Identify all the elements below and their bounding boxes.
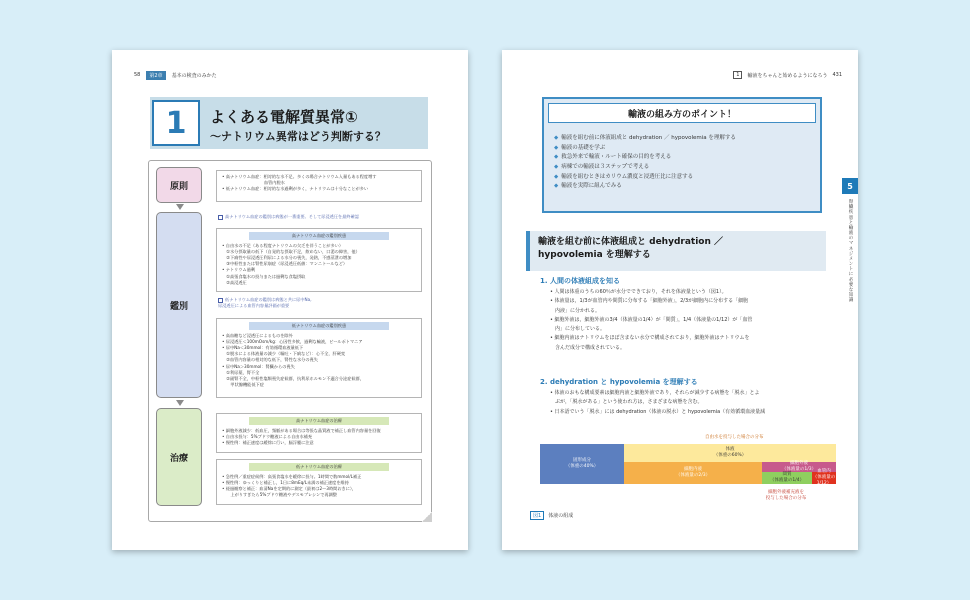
segment-intravascular-label: 血管内 （体液量の1/12） — [812, 469, 836, 486]
list-item-text: 病棟での輸液は３ステップで考える — [561, 163, 650, 170]
bullet-icon: ◆ — [554, 144, 559, 151]
figure-top-caption: 自由水を投与した場合の分布 — [705, 435, 764, 440]
box-line: • 慢性例：ゆっくりと補正し，1日に8mEq/L未満の補正速度を維持 — [222, 480, 349, 486]
bullet-icon: ◆ — [554, 163, 559, 170]
body-line: 含んだ成分で構成されている。 — [550, 344, 626, 351]
principle-line: 血管内脱水 — [222, 180, 285, 186]
list-item-text: 輸液の基礎を学ぶ — [561, 144, 606, 151]
box-line: 甲状腺機能低下症 — [222, 381, 264, 387]
box-line: • 細胞外液減少：低血圧，頻脈がある場合は等張な晶質液で補正し血管内容量を回復 — [222, 428, 381, 434]
list-item — [554, 134, 736, 144]
box-line: ①脱水による体液量の減少（嘔吐・下痢など）：心不全，肝硬変 — [222, 351, 346, 357]
box-line: ②下痢性や尿浸透圧利尿による水分の喪失，発熱，不感蒸泄の増加 — [222, 255, 352, 261]
box-line: • 経過観察と補正：血清Naを定期的に測定（最初は2〜3時間おきに）， — [222, 486, 357, 492]
page-subtitle: 〜ナトリウム異常はどう判断する？ — [210, 130, 386, 143]
segment-extracellular-label: 細胞外液 （体液量の1/3） — [781, 461, 817, 472]
hyper-note — [218, 214, 359, 220]
stage-differential: 鑑別 — [156, 212, 202, 398]
hyper-treatment-box — [216, 413, 422, 453]
figure-bottom-note-text: 細胞外液補充液を 投与した場合の分布 — [765, 490, 807, 501]
list-item-text: 輸液を実際に組んでみる — [561, 183, 622, 190]
right-page-number: 431 — [832, 72, 842, 78]
stage-treatment: 治療 — [156, 408, 202, 506]
segment-solid — [540, 444, 624, 484]
list-item — [554, 144, 736, 154]
section-box-number: 1 — [733, 71, 742, 79]
box-line: • 高血糖など浸透圧によるものを除外 — [222, 333, 293, 339]
body-line: • 細胞外液は，細胞外液の3/4（体液量の1/4）が「間質」，1/4（体液量の1/12）が「血管 — [550, 316, 753, 323]
section-heading-line: hypovolemia を理解する — [538, 249, 651, 260]
box-line: • 尿中Na＞30mmol：腎臓からの喪失 — [222, 363, 295, 369]
section-number: 1 — [152, 100, 200, 146]
body-line: • 体液量は，1/3が血管内や間質に分布する「細胞外液」，2/3が細胞内に分布する「細胞 — [550, 298, 749, 305]
figure-title: 体液の組成 — [548, 513, 574, 519]
box-line: • 急性例／重症症候例：高張食塩水を緩徐に投与。1時間で数mmol/L補正 — [222, 474, 362, 480]
hypo-treatment-box — [216, 459, 422, 505]
principle-box — [216, 170, 422, 202]
chapter-side-text: 腎 臓 疾 患 と 輸 液 の マ ネ ジ メ ン ト に 必 要 な 知 識 — [848, 200, 854, 304]
box-line: • ナトリウム過剰 — [222, 267, 256, 273]
left-page-number: 58 — [134, 72, 141, 78]
points-box — [542, 97, 822, 213]
box-line: • 尿中Na＜30mmol：有効循環血液量低下 — [222, 345, 304, 351]
left-page-header — [134, 70, 217, 80]
figure-bottom-note — [746, 490, 826, 502]
points-list — [554, 134, 736, 192]
box-line: 上がりすぎたら5%ブドウ糖液やデスモプレシンで再調整 — [222, 492, 337, 498]
body-line: • 体液のおもな構成要素は細胞内液と細胞外液であり，それらが減少する病態を「脱水」とよ — [550, 390, 760, 396]
segment-intracellular-label: 細胞内液 （体液量の2/3） — [675, 467, 711, 478]
box-line: ①利尿薬，腎不全 — [222, 369, 260, 375]
box-line: ①水分摂取量の低下（自発的な摂取不足，飲めない，口渇の障害，他） — [222, 249, 360, 255]
section-heading — [526, 231, 826, 271]
box-line: • 自由水投与：5%ブドウ糖液による自由水補充 — [222, 434, 313, 440]
section-heading-line: 輸液を組む前に体液組成と dehydration ／ — [538, 237, 724, 247]
note-text: 高ナトリウム血症の鑑別は病態が一番重要。そして尿浸透圧を最終確認 — [225, 214, 359, 219]
box-header: 高ナトリウム血症の治療 — [249, 417, 389, 425]
box-header: 低ナトリウム血症の治療 — [249, 463, 389, 471]
box-line: ②高浸透圧 — [222, 279, 247, 285]
box-line: ②血管内容量の相対的な低下，腎性な水分の喪失 — [222, 357, 318, 363]
bullet-icon: ◆ — [554, 135, 559, 141]
list-item — [554, 182, 736, 192]
bullet-icon: ◆ — [554, 173, 559, 180]
segment-interstitial — [762, 472, 812, 484]
box-line: ①高張食塩水の投与または過剰な食塩摂取 — [222, 273, 306, 279]
checkbox-icon — [218, 215, 223, 220]
chapter-side-tab: 5 — [842, 178, 858, 194]
note-text: 尿浸透圧による血管内容量評価が重要 — [218, 303, 290, 309]
arrow-down-icon — [176, 204, 184, 210]
body-text-1 — [550, 288, 752, 353]
bullet-icon: ◆ — [554, 183, 559, 190]
segment-intracellular — [624, 462, 762, 484]
page-title: よくある電解質異常① — [210, 108, 358, 126]
hypo-note — [218, 297, 312, 310]
box-header: 低ナトリウム血症の鑑別疾患 — [249, 322, 389, 330]
right-page-header — [733, 70, 842, 80]
body-line: • 人間は体重のうちの60％が水分でできており，それを体液量という（図1）。 — [550, 289, 727, 295]
right-page — [502, 50, 858, 550]
figure-tag: 図1 — [530, 511, 544, 520]
body-line: • 細胞内液はナトリウムをほぼ含まない水分で構成されており，細胞外液はナトリウムを — [550, 335, 750, 342]
subheading-1: 1. 人間の体液組成を知る — [540, 277, 620, 285]
figure-body-fluid — [540, 432, 836, 544]
list-item-text: 輸液を組む前に体液組成と dehydration ／ hypovolemia を理解する — [561, 135, 736, 141]
left-page — [112, 50, 468, 550]
box-line: • 自由水の不足（ある程度ナトリウムの欠乏を伴うことが多い） — [222, 243, 344, 249]
bullet-icon: ◆ — [554, 154, 559, 161]
box-line: ③中枢性または腎性尿崩症（尿浸透圧低値：マンニトールなど） — [222, 261, 348, 267]
box-line: • 尿浸透圧＜100mOsm/kg：心因性多飲，過剰な輸液，ビールポトマニア — [222, 339, 363, 345]
box-line: • 慢性例：補正速度は緩徐に行い，脳浮腫に注意 — [222, 440, 314, 446]
segment-solid-label: 固形成分 （体重の40%） — [565, 458, 599, 469]
subheading-2: 2. dehydration と hypovolemia を理解する — [540, 378, 698, 386]
hypo-differential-box — [216, 318, 422, 398]
chapter-tag: 第2章 — [146, 71, 165, 80]
figure-label — [530, 511, 573, 520]
list-item-text: 輸液を組むときはカリウム濃度と浸透圧比に注意する — [561, 173, 694, 180]
body-line: 内液」に分かれる。 — [550, 307, 601, 314]
hyper-differential-box — [216, 228, 422, 292]
body-line: 内」に分布している。 — [550, 326, 606, 332]
segment-fluid — [624, 444, 836, 462]
stage-principle: 原則 — [156, 167, 202, 203]
list-item — [554, 173, 736, 183]
box-header: 高ナトリウム血症の鑑別疾患 — [249, 232, 389, 240]
chapter-title: 基本の検査のみかた — [171, 72, 217, 79]
body-text-2 — [550, 389, 765, 417]
arrow-down-icon — [176, 400, 184, 406]
principle-line: • 低ナトリウム血症：相対的な水過剰が多く，ナトリウムは十分なことが多い — [222, 186, 369, 192]
principle-line: • 高ナトリウム血症：相対的な水不足。多くの場合ナトリウム入量もある程度増す — [222, 174, 377, 179]
segment-interstitial-label: 間質 （体液量の1/4） — [769, 472, 805, 483]
segment-intravascular — [812, 469, 836, 486]
box-line: ②副腎不全，中枢性塩類喪失症候群，抗利尿ホルモン不適合分泌症候群， — [222, 375, 364, 381]
list-item — [554, 163, 736, 173]
checkbox-icon — [218, 298, 223, 303]
running-title: 輸液をちゃんと始めるようになろう — [747, 72, 828, 79]
segment-fluid-label: 体液 （体重の60%） — [713, 447, 747, 458]
note-text: 低ナトリウム血症の鑑別は病態と共に尿中Na, — [225, 297, 312, 302]
list-item-text: 救急外来で輸液・ルート確保の目的を考える — [561, 154, 672, 161]
body-line: • 日本語でいう「脱水」には dehydration（体液の脱水）と hypovolemia（有効循環血液量減 — [550, 408, 766, 415]
body-line: ぶが，「脱水がある」という使われ方は，さまざまな病態を含む。 — [550, 399, 703, 406]
list-item — [554, 153, 736, 163]
points-title: 輸液の組み方のポイント！ — [548, 103, 816, 123]
